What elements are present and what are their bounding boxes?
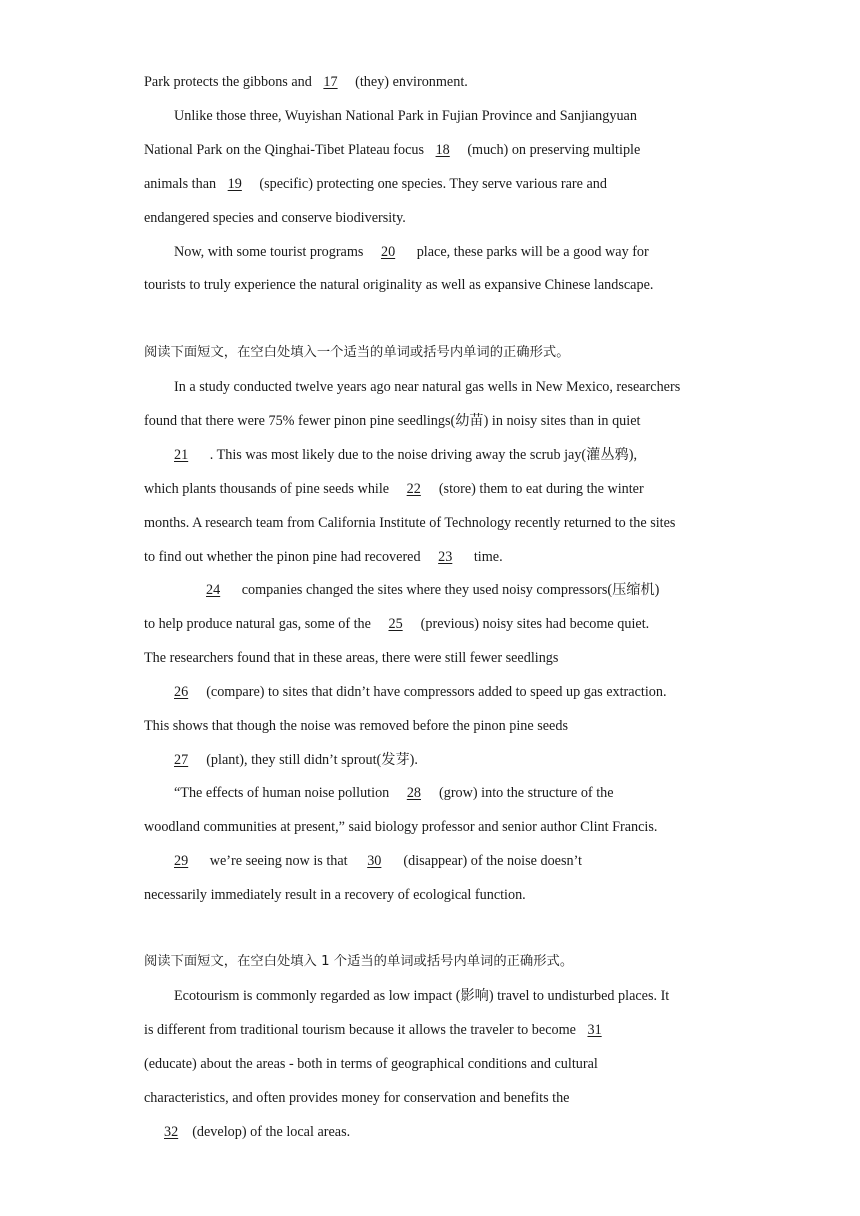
blank-22[interactable]: 22 [406, 481, 421, 497]
blank-31[interactable]: 31 [587, 1022, 602, 1038]
blank-18[interactable]: 18 [435, 142, 450, 158]
blank-20[interactable]: 20 [380, 244, 396, 260]
passage2-line: 26 (compare) to sites that didn’t have compressors added to speed up gas extraction. [144, 682, 734, 702]
passage2-line: months. A research team from California Institute of Technology recently returned to the sites [144, 515, 676, 531]
instruction-2: 阅读下面短文，在空白处填入一个适当的单词或括号内单词的正确形式。 [144, 345, 570, 360]
blank-21[interactable]: 21 [174, 447, 189, 463]
blank-28[interactable]: 28 [406, 785, 421, 801]
passage2-line: to help produce natural gas, some of the 25 (previous) noisy sites had become quiet. [144, 616, 650, 632]
passage1-line: animals than 19 (specific) protecting one species. They serve various rare and [144, 176, 607, 192]
passage2-line: 27 (plant), they still didn’t sprout(发芽). [144, 750, 734, 770]
passage2-line: woodland communities at present,” said biology professor and senior author Clint Francis. [144, 819, 658, 835]
passage2-line: This shows that though the noise was removed before the pinon pine seeds [144, 718, 568, 734]
blank-19[interactable]: 19 [227, 176, 242, 192]
passage3-line: characteristics, and often provides money for conservation and benefits the [144, 1090, 570, 1106]
blank-32[interactable]: 32 [164, 1124, 179, 1140]
passage1-line: Unlike those three, Wuyishan National Park in Fujian Province and Sanjiangyuan [174, 108, 637, 124]
blank-29[interactable]: 29 [174, 853, 189, 869]
passage2-line: which plants thousands of pine seeds while 22 (store) them to eat during the winter [144, 481, 644, 497]
passage2-line: found that there were 75% fewer pinon pine seedlings(幼苗) in noisy sites than in quiet [144, 413, 641, 429]
passage3-line: Ecotourism is commonly regarded as low impact (影响) travel to undisturbed places. It [174, 988, 670, 1004]
passage2-line: 24 companies changed the sites where they used noisy compressors(压缩机) [174, 580, 764, 600]
passage1-line: National Park on the Qinghai-Tibet Plateau focus 18 (much) on preserving multiple [144, 142, 641, 158]
blank-24[interactable]: 24 [206, 582, 221, 598]
passage3-line: 32 (develop) of the local areas. [144, 1122, 734, 1142]
passage1-line: Now, with some tourist programs 20 place, these parks will be a good way for [174, 244, 649, 260]
passage2-line: 21 . This was most likely due to the noise driving away the scrub jay(灌丛鸦), [144, 445, 734, 465]
passage2-line: to find out whether the pinon pine had recovered 23 time. [144, 549, 503, 565]
passage2-line: “The effects of human noise pollution 28 (grow) into the structure of the [174, 785, 614, 801]
passage2-line: The researchers found that in these areas, there were still fewer seedlings [144, 650, 559, 666]
blank-26[interactable]: 26 [174, 684, 189, 700]
passage2-line: In a study conducted twelve years ago near natural gas wells in New Mexico, researchers [174, 379, 681, 395]
passage1-line: endangered species and conserve biodiversity. [144, 210, 406, 226]
passage1-line: Park protects the gibbons and 17 (they) environment. [144, 74, 468, 90]
passage3-line: is different from traditional tourism because it allows the traveler to become 31 [144, 1020, 734, 1040]
instruction-3: 阅读下面短文，在空白处填入 1 个适当的单词或括号内单词的正确形式。 [144, 954, 574, 969]
passage2-line: 29 we’re seeing now is that 30 (disappear) of the noise doesn’t [144, 851, 734, 871]
blank-17[interactable]: 17 [323, 74, 338, 90]
blank-30[interactable]: 30 [367, 853, 382, 869]
passage1-line: tourists to truly experience the natural originality as well as expansive Chinese landscape. [144, 277, 654, 293]
passage3-line: (educate) about the areas - both in terms of geographical conditions and cultural [144, 1056, 598, 1072]
passage2-line: necessarily immediately result in a recovery of ecological function. [144, 887, 526, 903]
blank-27[interactable]: 27 [174, 752, 189, 768]
blank-23[interactable]: 23 [438, 549, 453, 565]
blank-25[interactable]: 25 [388, 616, 403, 632]
